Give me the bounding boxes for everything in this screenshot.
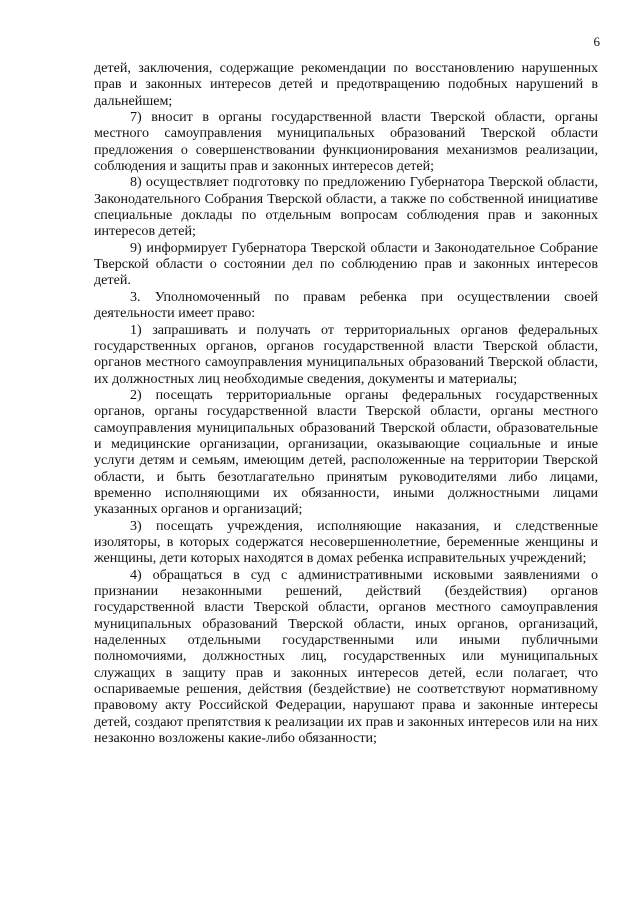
document-body	[94, 60, 598, 746]
paragraph-item-7: 7) вносит в органы государственной власти Тверской области, органы местного самоуправления муниципальных образований Тверской области предложения о совершенствовании функционирования механизмов реализации, соблюдения и защиты прав и законных интересов детей;	[94, 109, 598, 175]
paragraph-continuation: детей, заключения, содержащие рекомендации по восстановлению нарушенных прав и законных интересов детей и предотвращению подобных нарушений в дальнейшем;	[94, 60, 598, 109]
page-number: 6	[593, 34, 600, 49]
paragraph-right-3: 3) посещать учреждения, исполняющие наказания, и следственные изоляторы, в которых содержатся несовершеннолетние, беременные женщины и женщины, дети которых находятся в домах ребенка исправительных учреждений;	[94, 517, 598, 567]
paragraph-right-4: 4) обращаться в суд с административными исковыми заявлениями о признании незаконными решений, действий (бездействия) органов государственной власти Тверской области, органов местного самоуправления муниципальных образований Тверской области, иных органов, организаций, наделенных отдельными государственными или иными публичными полномочиями, должностных лиц, государственных или муниципальных служащих в защиту прав и законных интересов детей, если полагает, что оспариваемые решения, действия (бездействие) не соответствуют нормативному правовому акту Российской Федерации, нарушают права и законные интересы детей, создают препятствия к реализации их прав и законных интересов или на них незаконно возложены какие-либо обязанности;	[94, 566, 598, 747]
paragraph-right-1: 1) запрашивать и получать от территориальных органов федеральных государственных органов, органов государственной власти Тверской области, органов местного самоуправления муниципальных образований Тверской области, их должностных лиц необходимые сведения, документы и материалы;	[94, 321, 598, 387]
paragraph-item-9: 9) информирует Губернатора Тверской области и Законодательное Собрание Тверской области о состоянии дел по соблюдению прав и законных интересов детей.	[94, 239, 598, 289]
paragraph-item-8: 8) осуществляет подготовку по предложению Губернатора Тверской области, Законодательного Собрания Тверской области, а также по собственной инициативе специальные доклады по отдельным вопросам соблюдения прав и законных интересов детей;	[94, 174, 598, 240]
paragraph-right-2: 2) посещать территориальные органы федеральных государственных органов, органы государственной власти Тверской области, органы местного самоуправления муниципальных образований Тверской области, образовательные и медицинские организации, организации, оказывающие социальные и иные услуги детям и семьям, имеющим детей, расположенные на территории Тверской области, и быть безотлагательно принятым руководителями либо лицами, временно исполняющими их обязанности, иными должностными лицами указанных органов и организаций;	[94, 386, 598, 518]
paragraph-section-3: 3. Уполномоченный по правам ребенка при осуществлении своей деятельности имеет право:	[94, 288, 598, 322]
